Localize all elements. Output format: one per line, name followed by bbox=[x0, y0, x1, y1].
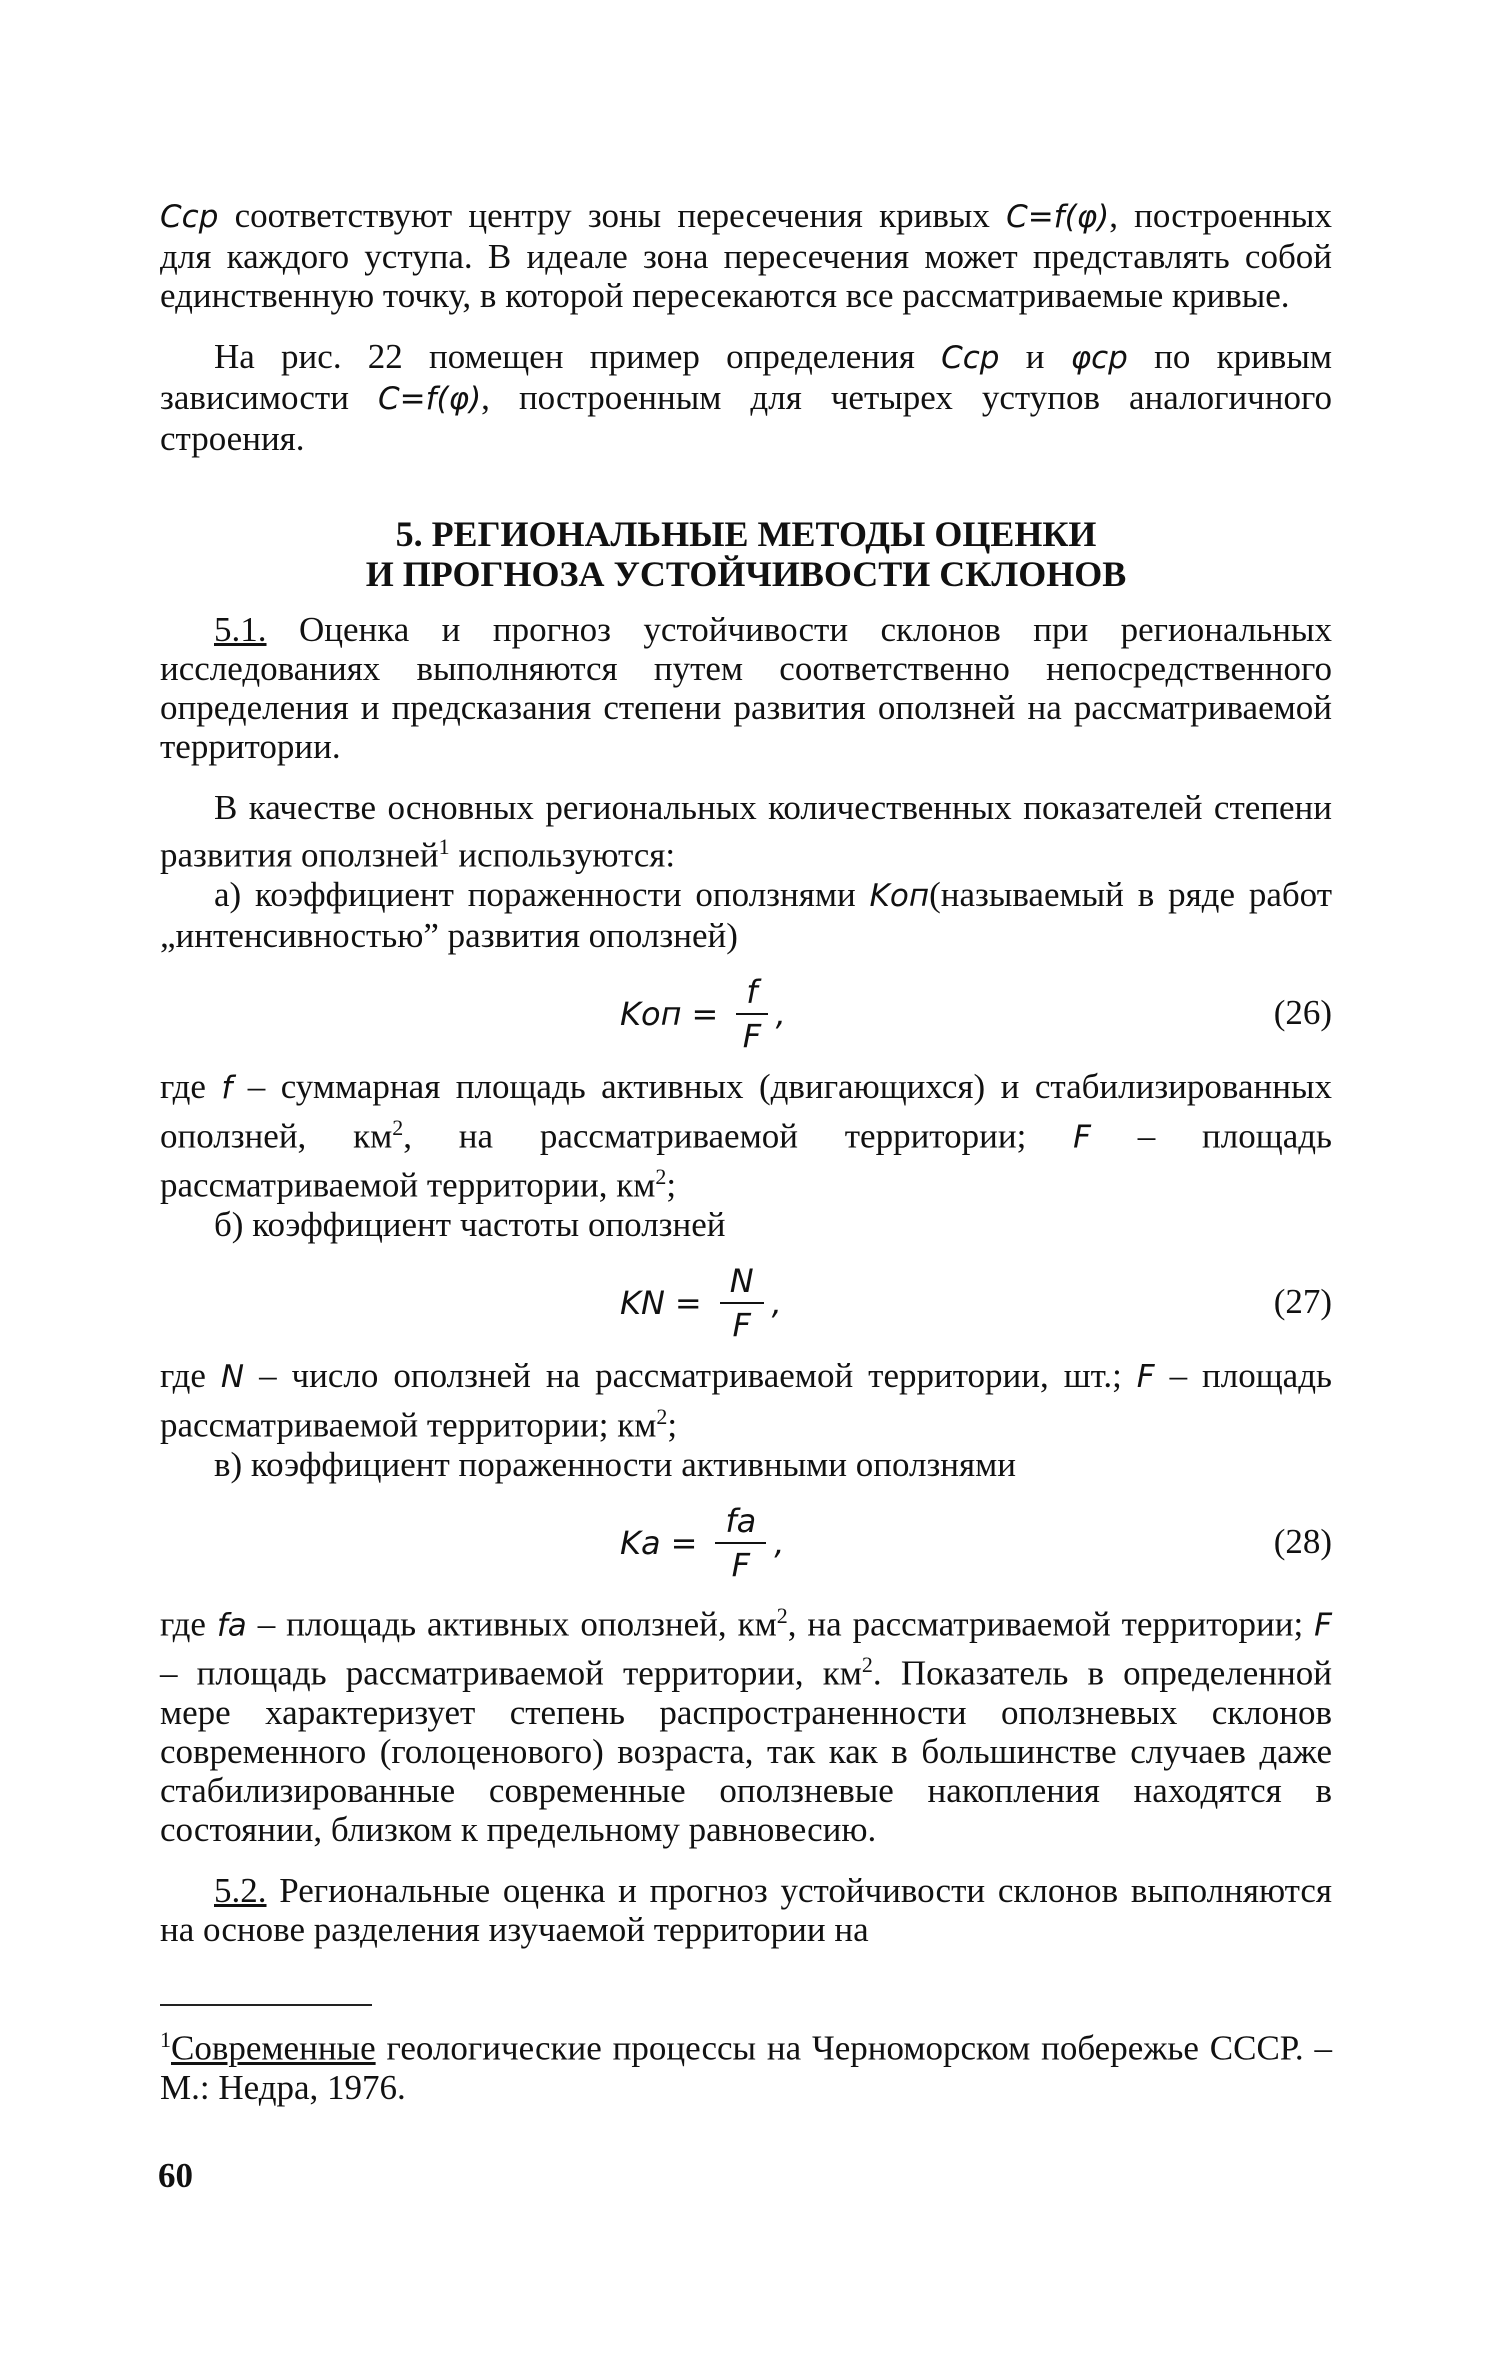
text-run: ; bbox=[667, 1405, 678, 1445]
text-run: (называемый в ряде работ „интенсивностью” развития оползней) bbox=[160, 874, 1333, 955]
symbol-f-a: fа bbox=[216, 1607, 247, 1644]
formula-27 bbox=[160, 1256, 1332, 1350]
superscript: 2 bbox=[656, 1403, 668, 1429]
text-run: соответствуют центру зоны пересечения кривых bbox=[218, 196, 1007, 235]
heading-line-2: И ПРОГНОЗА УСТОЙЧИВОСТИ СКЛОНОВ bbox=[365, 554, 1127, 594]
text-run: и bbox=[999, 337, 1071, 376]
equals-sign: = bbox=[691, 994, 719, 1033]
symbol-F: F bbox=[1136, 1358, 1155, 1395]
text-run: . Показатель в определенной мере характеризует степень распространенности оползневых склонов современного (голоценового) возраста, так как в большинстве случаев даже стабилизированные современные оползневые накопления находятся в состоянии, близком к предельному равновесию. bbox=[160, 1653, 1332, 1849]
numerator: fа bbox=[715, 1502, 766, 1544]
denominator: F bbox=[742, 1016, 762, 1055]
paragraph-where-28 bbox=[160, 1596, 1332, 1849]
paragraph-where-26 bbox=[160, 1067, 1332, 1205]
text-run: где bbox=[160, 1066, 222, 1106]
symbol-N: N bbox=[220, 1358, 245, 1395]
equation-number: (26) bbox=[1273, 992, 1332, 1032]
formula-expression bbox=[620, 1256, 782, 1350]
heading-line-1: 5. РЕГИОНАЛЬНЫЕ МЕТОДЫ ОЦЕНКИ bbox=[395, 514, 1097, 554]
symbol-f: f bbox=[221, 1069, 233, 1106]
equation-number: (27) bbox=[1273, 1281, 1332, 1321]
text-run: где bbox=[160, 1604, 217, 1644]
list-item-b: б) коэффициент частоты оползней bbox=[214, 1204, 726, 1244]
text-run: – суммарная площадь активных (двигающихся) и стабилизированных оползней, км bbox=[160, 1066, 1332, 1156]
text-run: – площадь рассматриваемой территории, км bbox=[160, 1653, 862, 1693]
clause-number: 5.2. bbox=[214, 1870, 267, 1910]
formula-inline: C=f(φ) bbox=[1006, 199, 1110, 235]
formula-expression bbox=[620, 1496, 784, 1590]
formula-lhs: KN bbox=[620, 1283, 665, 1322]
footnote bbox=[160, 2020, 1332, 2107]
text-run: На рис. 22 помещен пример определения bbox=[214, 337, 942, 376]
list-item-a bbox=[160, 875, 1332, 955]
formula-inline: C=f(φ) bbox=[378, 381, 482, 417]
formula-comma: , bbox=[771, 1283, 782, 1322]
body-text bbox=[160, 196, 1332, 1949]
text-run: , на рассматриваемой территории; bbox=[403, 1116, 1074, 1156]
footnote-mark: 1 bbox=[160, 2027, 171, 2052]
equation-number: (28) bbox=[1273, 1521, 1332, 1561]
fraction bbox=[720, 1262, 764, 1344]
list-item-c: в) коэффициент пораженности активными оползнями bbox=[214, 1444, 1016, 1484]
formula-comma: , bbox=[775, 994, 786, 1033]
page-number: 60 bbox=[158, 2156, 193, 2195]
fraction bbox=[715, 1502, 766, 1584]
paragraph-5-1 bbox=[160, 610, 1332, 766]
text-run: а) коэффициент пораженности оползнями bbox=[214, 874, 870, 914]
paragraph-continuation bbox=[160, 196, 1332, 315]
symbol-c-sr: Cср bbox=[941, 340, 1000, 376]
numerator: f bbox=[736, 973, 767, 1015]
formula-comma: , bbox=[774, 1523, 785, 1562]
text-run: Региональные оценка и прогноз устойчивости склонов выполняются на основе разделения изучаемой территории на bbox=[160, 1870, 1332, 1949]
formula-28 bbox=[160, 1496, 1332, 1590]
text-run: – число оползней на рассматриваемой территории, шт.; bbox=[244, 1355, 1137, 1395]
paragraph-5-2 bbox=[160, 1871, 1332, 1949]
fraction bbox=[736, 973, 767, 1055]
text-run: , на рассматриваемой территории; bbox=[787, 1604, 1315, 1644]
footnote-separator bbox=[160, 2004, 372, 2006]
denominator: F bbox=[732, 1305, 751, 1344]
paragraph-indicators bbox=[160, 788, 1332, 875]
text-run: где bbox=[160, 1355, 221, 1395]
symbol-F: F bbox=[1314, 1607, 1332, 1644]
formula-26 bbox=[160, 967, 1332, 1061]
formula-expression bbox=[620, 967, 786, 1061]
symbol-k-op: Kоп bbox=[869, 877, 930, 914]
paragraph-fig22 bbox=[160, 337, 1332, 458]
text-run: геологические процессы на Черноморском побережье СССР. – М.: Недра, 1976. bbox=[160, 2028, 1332, 2107]
text-run: ; bbox=[666, 1165, 677, 1205]
footnote-text bbox=[160, 2020, 1332, 2107]
paragraph-where-27 bbox=[160, 1356, 1332, 1445]
superscript: 2 bbox=[392, 1114, 404, 1140]
text-run: В качестве основных региональных количественных показателей степени развития оползней bbox=[160, 788, 1332, 875]
equals-sign: = bbox=[674, 1283, 702, 1322]
equals-sign: = bbox=[670, 1523, 698, 1562]
denominator: F bbox=[731, 1545, 751, 1584]
text-run: Оценка и прогноз устойчивости склонов при региональных исследованиях выполняются путем соответственно непосредственного определения и предсказания степени развития оползней на рассматриваемой территории. bbox=[160, 610, 1332, 766]
clause-number: 5.1. bbox=[214, 610, 267, 649]
text-run: , построенных для каждого уступа. В идеале зона пересечения может представлять собой единственную точку, в которой пересекаются все рассматриваемые кривые. bbox=[160, 196, 1332, 315]
numerator: N bbox=[720, 1262, 764, 1304]
symbol-c-sr: Cср bbox=[160, 199, 219, 235]
superscript: 2 bbox=[776, 1602, 788, 1628]
section-heading bbox=[160, 514, 1332, 594]
formula-lhs: Kоп bbox=[620, 994, 682, 1033]
text-run: , построенным для четырех уступов аналогичного строения. bbox=[160, 378, 1332, 458]
text-run: – площадь рассматриваемой территории; км bbox=[160, 1355, 1332, 1445]
symbol-phi-sr: φср bbox=[1070, 340, 1128, 376]
footnote-ref: 1 bbox=[438, 834, 450, 859]
footnote-underlined: Современные bbox=[171, 2028, 376, 2068]
text-run: используются: bbox=[449, 835, 676, 875]
superscript: 2 bbox=[861, 1652, 873, 1678]
text-run: – площадь рассматриваемой территории, км bbox=[160, 1116, 1333, 1205]
superscript: 2 bbox=[655, 1164, 667, 1190]
symbol-F: F bbox=[1073, 1119, 1091, 1156]
text-run: по кривым зависимости bbox=[160, 337, 1332, 417]
formula-lhs: Kа bbox=[620, 1523, 661, 1562]
text-run: – площадь активных оползней, км bbox=[246, 1604, 777, 1644]
